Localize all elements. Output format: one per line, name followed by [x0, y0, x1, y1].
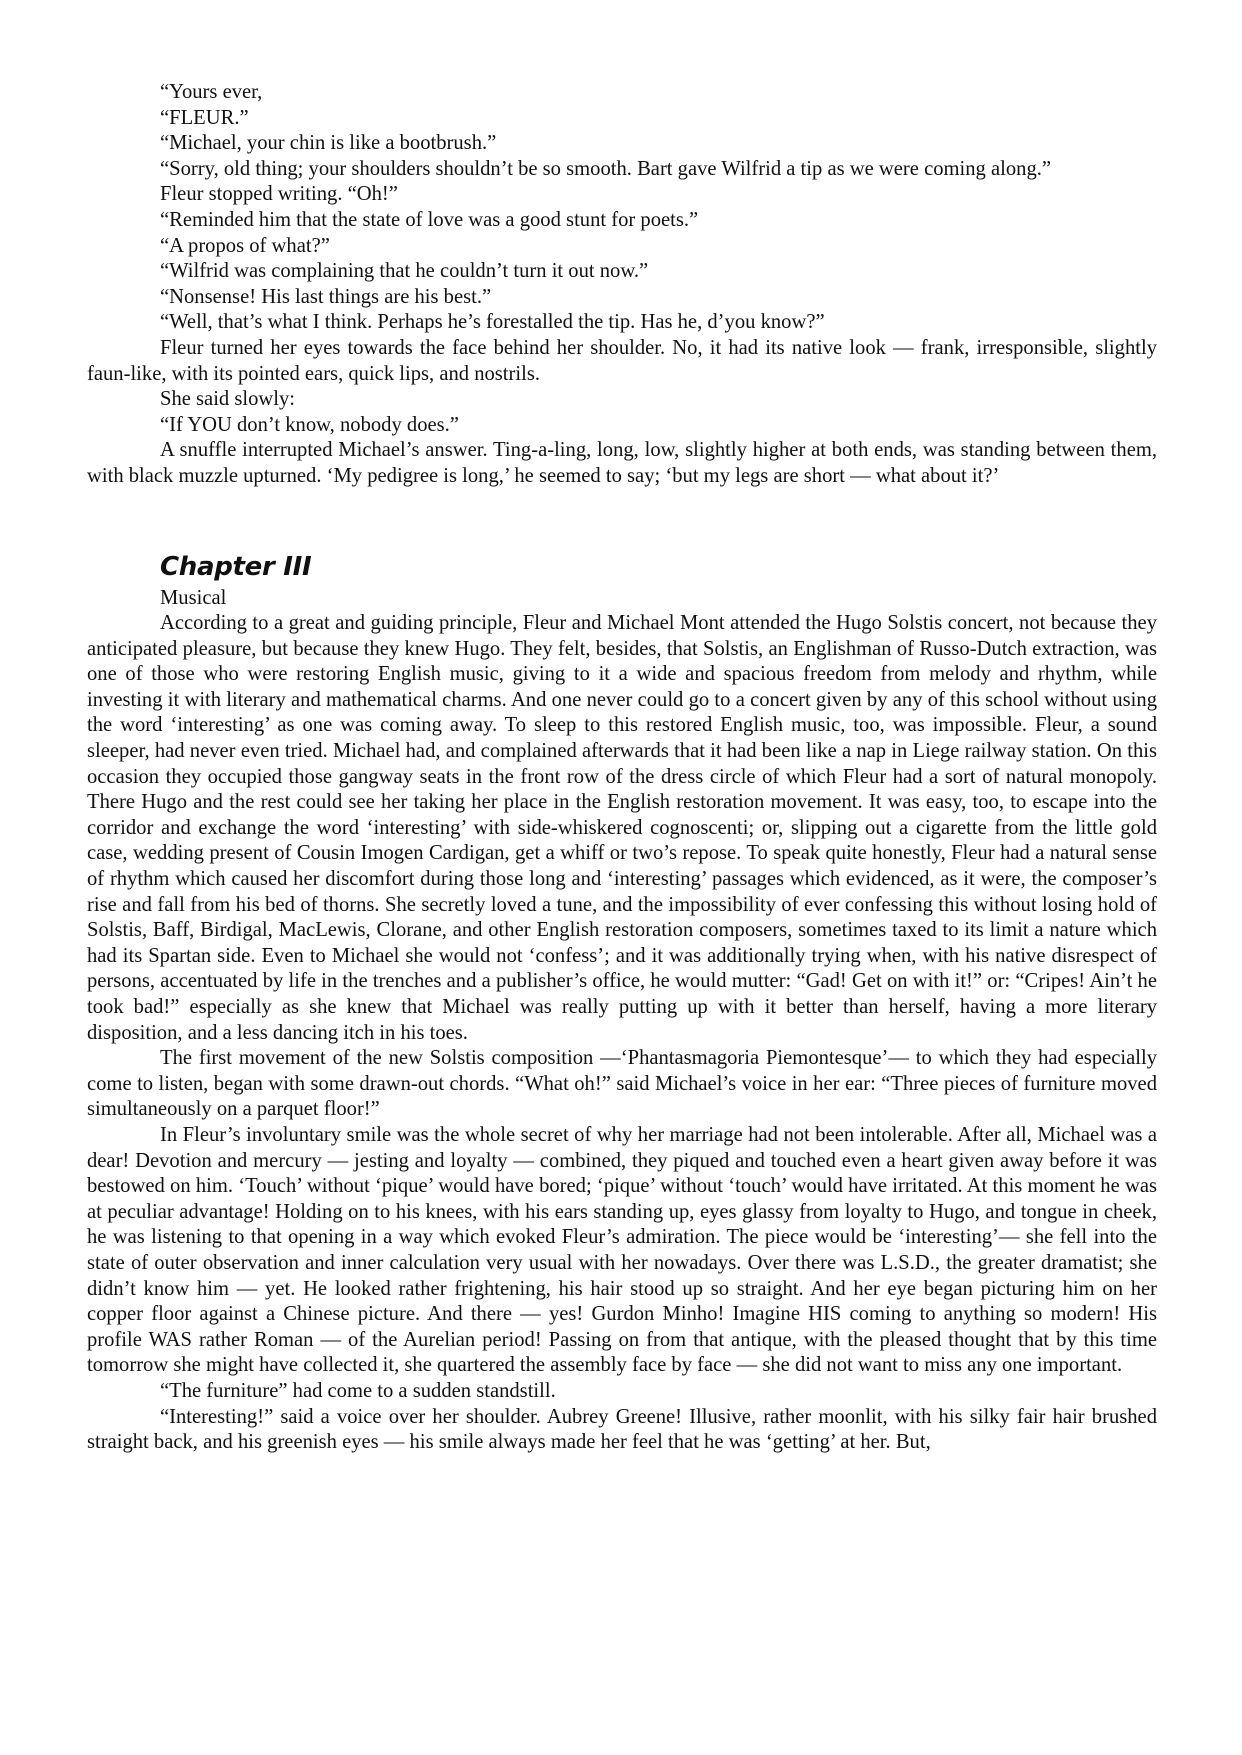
paragraph: Fleur turned her eyes towards the face behind her shoulder. No, it had its native look — frank, irresponsible, slightly faun-like, with its pointed ears, quick lips, and nostrils. [87, 336, 1157, 385]
paragraph: In Fleur’s involuntary smile was the whole secret of why her marriage had not been intolerable. After all, Michael was a dear! Devotion and mercury — jesting and loyalty — combined, they piqued and touched even a heart given away before it was bestowed on him. ‘Touch’ without ‘pique’ would have bored; ‘pique’ without ‘touch’ would have irritated. At this moment he was at peculiar advantage! Holding on to his knees, with his ears standing up, eyes glassy from loyalty to Hugo, and tongue in cheek, he was listening to that opening in a way which evoked Fleur’s admiration. The piece would be ‘interesting’— she fell into the state of outer observation and inner calculation very usual with her nowadays. Over there was L.S.D., the greater dramatist; she didn’t know him — yet. He looked rather frightening, his hair stood up so straight. And her eye began picturing him on her copper floor against a Chinese picture. And there — yes! Gurdon Minho! Imagine HIS coming to anything so modern! His profile WAS rather Roman — of the Aurelian period! Passing on from that antique, with the pleased thought that by this time tomorrow she might have collected it, she quartered the assembly face by face — she did not want to miss any one important. [87, 1123, 1157, 1377]
dialogue-line: “Well, that’s what I think. Perhaps he’s forestalled the tip. Has he, d’you know?” [160, 311, 825, 334]
dialogue-line: “Wilfrid was complaining that he couldn’t turn it out now.” [160, 260, 649, 283]
chapter-title: Chapter III [160, 551, 312, 582]
paragraph: The first movement of the new Solstis composition —‘Phantasmagoria Piemontesque’— to which they had especially come to listen, began with some drawn-out chords. “What oh!” said Michael’s voice in her ear: “Three pieces of furniture moved simultaneously on a parquet floor!” [87, 1047, 1157, 1121]
text-line: Fleur stopped writing. “Oh!” [160, 183, 398, 206]
dialogue-line: “Nonsense! His last things are his best.” [160, 285, 492, 308]
chapter-subtitle: Musical [160, 586, 227, 609]
paragraph: “Sorry, old thing; your shoulders shouldn’t be so smooth. Bart gave Wilfrid a tip as we were coming along.” [160, 157, 1052, 180]
text-line: “FLEUR.” [160, 106, 249, 129]
paragraph: A snuffle interrupted Michael’s answer. Ting-a-ling, long, low, slightly higher at both ends, was standing between them, with black muzzle upturned. ‘My pedigree is long,’ he seemed to say; ‘but my legs are short — what about it?’ [87, 439, 1157, 487]
dialogue-line: “Reminded him that the state of love was a good stunt for poets.” [160, 208, 699, 231]
text-line: “Michael, your chin is like a bootbrush.” [160, 132, 497, 155]
text-line: “Yours ever, [160, 81, 263, 103]
dialogue-line: “A propos of what?” [160, 234, 330, 257]
text-line: “The furniture” had come to a sudden standstill. [160, 1379, 556, 1402]
paragraph: “Interesting!” said a voice over her shoulder. Aubrey Greene! Illusive, rather moonlit, with his silky fair hair brushed straight back, and his greenish eyes — his smile always made her feel that he was ‘getting’ at her. But, [87, 1405, 1157, 1454]
paragraph: According to a great and guiding principle, Fleur and Michael Mont attended the Hugo Solstis concert, not because they anticipated pleasure, but because they knew Hugo. They felt, besides, that Solstis, an Englishman of Russo-Dutch extraction, was one of those who were restoring English music, giving to it a wide and spacious freedom from melody and rhythm, while investing it with literary and mathematical charms. And one never could go to a concert given by any of this school without using the word ‘interesting’ as one was coming away. To sleep to this restored English music, too, was impossible. Fleur, a sound sleeper, had never even tried. Michael had, and complained afterwards that it had been like a nap in Liege railway station. On this occasion they occupied those gangway seats in the front row of the dress circle of which Fleur had a sort of natural monopoly. There Hugo and the rest could see her taking her place in the English restoration movement. It was easy, too, to escape into the corridor and exchange the word ‘interesting’ with side-whiskered cognoscenti; or, slipping out a cigarette from the little gold case, wedding present of Cousin Imogen Cardigan, get a whiff or two’s repose. To speak quite honestly, Fleur had a natural sense of rhythm which caused her discomfort during those long and ‘interesting’ passages which evidenced, as it were, the composer’s rise and fall from his bed of thorns. She secretly loved a tune, and the impossibility of ever confessing this without losing hold of Solstis, Baff, Birdigal, MacLewis, Clorane, and other English restoration composers, sometimes taxed to its limit a nature which had its Spartan side. Even to Michael she would not ‘confess’; and it was additionally trying when, with his native disrespect of persons, accentuated by life in the trenches and a publisher’s office, he would mutter: “Gad! Get on with it!” or: “Cripes! Ain’t he took bad!” especially as she knew that Michael was really putting up with it better than herself, having a more literary disposition, and a less dancing itch in his toes. [87, 612, 1157, 1044]
dialogue-line: “If YOU don’t know, nobody does.” [160, 413, 459, 436]
text-line: She said slowly: [160, 388, 296, 411]
book-page [87, 80, 1157, 1456]
